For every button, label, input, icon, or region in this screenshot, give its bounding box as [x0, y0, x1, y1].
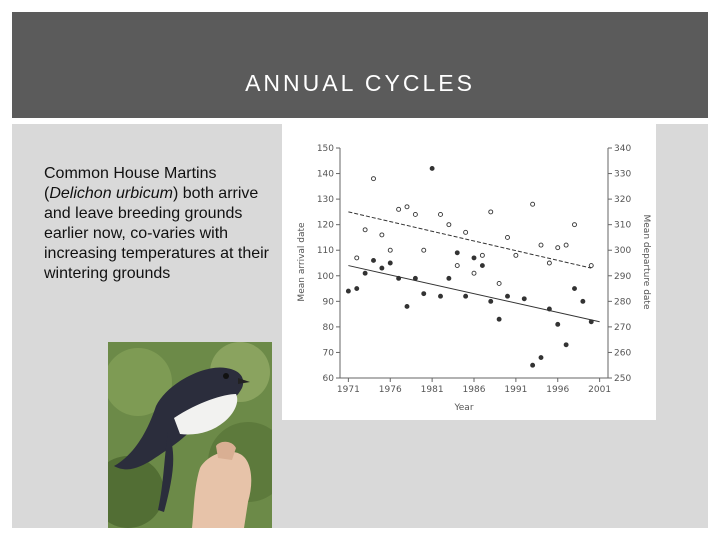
y-tick-label-left: 150: [316, 144, 334, 154]
arrival-point: [581, 299, 585, 303]
y-tick-label-right: 320: [614, 195, 632, 206]
arrival-point: [439, 294, 443, 298]
y-axis-label-right: Mean departure date: [641, 214, 651, 310]
arrival-point: [564, 343, 568, 347]
y-tick-label-left: 110: [316, 246, 334, 257]
departure-point: [480, 253, 484, 257]
arrival-point: [556, 322, 560, 326]
arrival-point: [422, 292, 426, 296]
departure-point: [497, 281, 501, 285]
arrival-point: [531, 363, 535, 367]
departure-point: [405, 205, 409, 209]
departure-point: [573, 223, 577, 227]
departure-trendline: [348, 212, 591, 268]
arrival-point: [522, 297, 526, 301]
y-tick-label-right: 300: [614, 246, 632, 257]
slide-header: [12, 12, 708, 118]
y-tick-label-right: 250: [614, 374, 632, 384]
house-martin-illustration: [108, 342, 272, 528]
departure-point: [397, 207, 401, 211]
y-tick-label-right: 290: [614, 271, 632, 282]
departure-point: [355, 256, 359, 260]
departure-point: [506, 235, 510, 239]
arrival-point: [464, 294, 468, 298]
house-martin-photo: [108, 342, 272, 528]
description-text-start: Common House Martins (: [44, 165, 217, 202]
departure-point: [472, 271, 476, 275]
departure-point: [372, 177, 376, 181]
departure-point: [380, 233, 384, 237]
y-tick-label-right: 340: [614, 144, 632, 154]
arrival-point: [506, 294, 510, 298]
arrival-point: [413, 276, 417, 280]
y-tick-label-right: 270: [614, 322, 632, 333]
arrival-point: [405, 304, 409, 308]
slide-content: [12, 124, 708, 528]
arrival-point: [489, 299, 493, 303]
arrival-point: [355, 287, 359, 291]
arrival-point: [472, 256, 476, 260]
departure-point: [547, 261, 551, 265]
y-tick-label-left: 90: [322, 297, 334, 308]
scatter-chart: [282, 124, 656, 420]
y-tick-label-right: 260: [614, 348, 632, 359]
x-tick-label: 2001: [588, 385, 612, 395]
arrival-point: [380, 266, 384, 270]
x-tick-label: 1971: [336, 385, 360, 395]
arrival-point: [388, 261, 392, 265]
departure-point: [556, 246, 560, 250]
departure-point: [489, 210, 493, 214]
arrival-point: [547, 307, 551, 311]
y-tick-label-right: 280: [614, 297, 632, 308]
description-text-end: ) both arrive and leave breeding grounds earlier now, co-varies with increasing temperatures at their wintering grounds: [44, 185, 269, 282]
departure-point: [514, 253, 518, 257]
chart-panel: [282, 124, 656, 420]
arrival-point: [447, 276, 451, 280]
y-tick-label-left: 80: [322, 322, 334, 333]
departure-point: [564, 243, 568, 247]
arrival-point: [397, 276, 401, 280]
arrival-point: [539, 356, 543, 360]
arrival-point: [430, 166, 434, 170]
arrival-point: [589, 320, 593, 324]
departure-point: [422, 248, 426, 252]
arrival-point: [363, 271, 367, 275]
y-tick-label-right: 310: [614, 220, 632, 231]
departure-point: [439, 212, 443, 216]
x-tick-label: 1991: [504, 385, 528, 395]
y-tick-label-left: 140: [316, 169, 334, 180]
description-text: [44, 164, 274, 284]
arrival-point: [497, 317, 501, 321]
slide-title: ANNUAL CYCLES: [245, 70, 475, 96]
arrival-point: [573, 287, 577, 291]
departure-point: [464, 230, 468, 234]
arrival-point: [346, 289, 350, 293]
x-tick-label: 1986: [462, 385, 486, 395]
y-axis-label-left: Mean arrival date: [297, 222, 307, 302]
y-tick-label-left: 100: [316, 271, 334, 282]
arrival-point: [480, 264, 484, 268]
y-tick-label-left: 60: [322, 374, 334, 384]
species-name: Delichon urbicum: [49, 185, 173, 202]
y-tick-label-left: 120: [316, 220, 334, 231]
x-tick-label: 1976: [378, 385, 402, 395]
departure-point: [455, 264, 459, 268]
y-tick-label-left: 130: [316, 195, 334, 206]
y-tick-label-right: 330: [614, 169, 632, 180]
x-tick-label: 1996: [546, 385, 570, 395]
departure-point: [531, 202, 535, 206]
arrival-point: [455, 251, 459, 255]
departure-point: [447, 223, 451, 227]
departure-point: [388, 248, 392, 252]
arrival-point: [372, 258, 376, 262]
departure-point: [589, 264, 593, 268]
departure-point: [413, 212, 417, 216]
x-axis-label: Year: [454, 403, 474, 413]
x-tick-label: 1981: [420, 385, 444, 395]
y-tick-label-left: 70: [322, 348, 334, 359]
departure-point: [363, 228, 367, 232]
departure-point: [539, 243, 543, 247]
